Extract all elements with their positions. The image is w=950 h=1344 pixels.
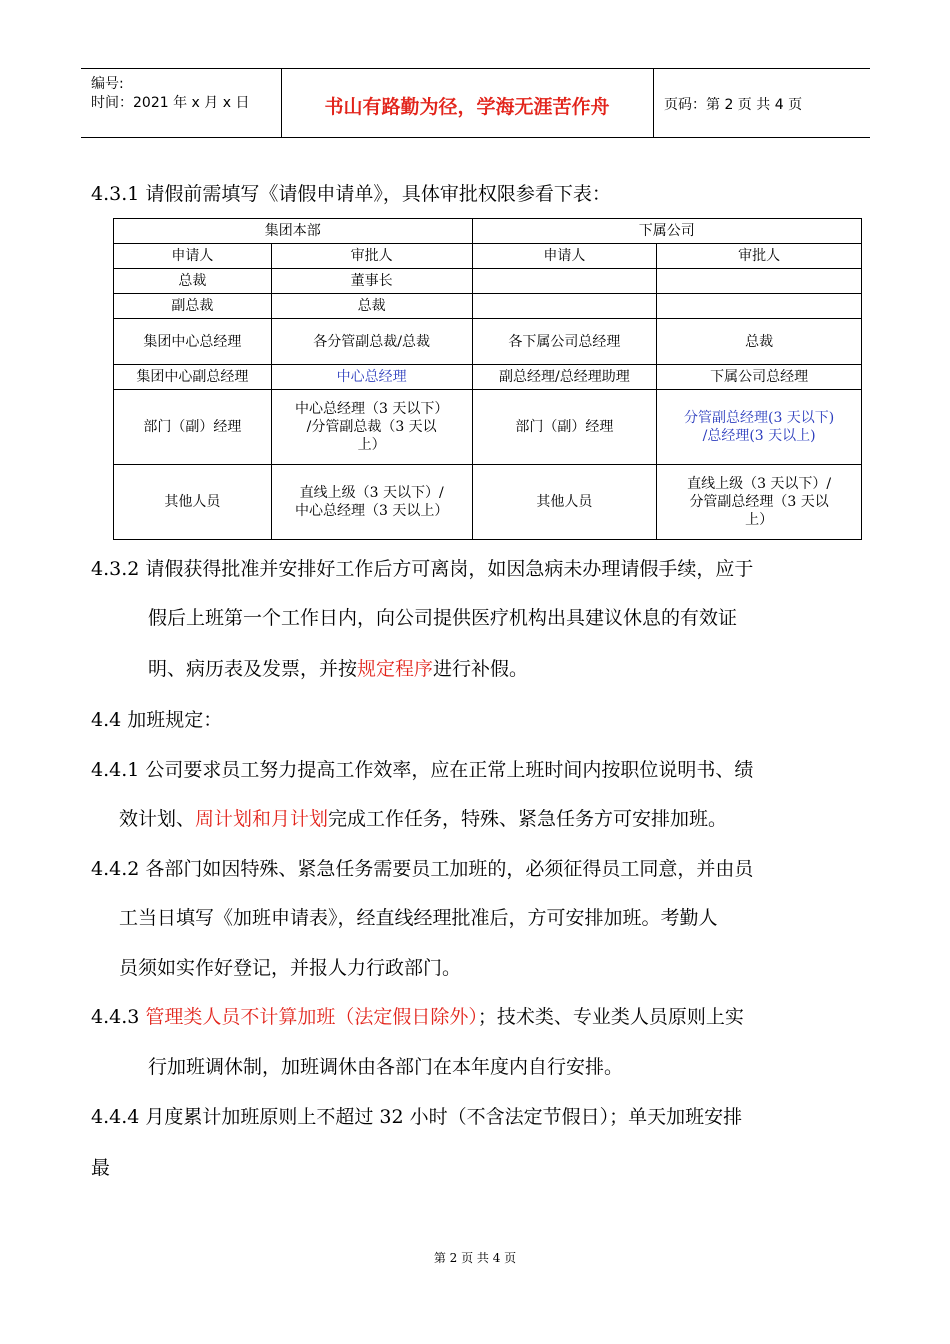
- subsidiary-header: 下属公司: [472, 219, 862, 244]
- table-cell: 其他人员: [114, 465, 272, 540]
- section-4-4-2-line-2: 工当日填写《加班申请表》，经直线经理批准后，方可安排加班。考勤人: [119, 907, 718, 929]
- section-4-3-2-line-1: 4.3.2 请假获得批准并安排好工作后方可离岗，如因急病未办理请假手续，应于: [91, 558, 754, 580]
- table-cell: 总裁: [114, 269, 272, 294]
- table-row: [114, 294, 862, 319]
- hq-approver-header: 审批人: [271, 244, 472, 269]
- text-run: 4.4.3: [91, 1006, 146, 1028]
- table-cell: 总裁: [271, 294, 472, 319]
- table-cell: 副总裁: [114, 294, 272, 319]
- section-4-4-1-line-2: [119, 807, 727, 831]
- cell-line: 中心总经理（3 天以下）: [294, 401, 449, 417]
- table-row: [114, 365, 862, 390]
- cell-line: /总经理(3 天以上): [702, 428, 816, 444]
- sub-applicant-header: 申请人: [472, 244, 657, 269]
- header-motto-cell: [281, 69, 654, 137]
- text-run: 效计划、: [119, 808, 196, 830]
- section-4-4-4-line-2: 最: [91, 1157, 111, 1179]
- header-page-cell: [654, 69, 870, 137]
- table-cell: [657, 269, 862, 294]
- text-run: ；技术类、专业类人员原则上实: [477, 1006, 744, 1028]
- highlight-text: 管理类人员不计算加班（法定假日除外）: [145, 1006, 478, 1028]
- cell-line: 上）: [357, 437, 386, 453]
- table-cell: [657, 465, 862, 540]
- table-cell: [472, 269, 657, 294]
- table-cell: 总裁: [657, 319, 862, 365]
- table-cell: 中心总经理: [271, 365, 472, 390]
- page-footer: 第 2 页 共 4 页: [433, 1251, 517, 1265]
- highlight-text: 周计划和月计划: [195, 808, 329, 830]
- header-motto: 书山有路勤为径，学海无涯苦作舟: [324, 96, 610, 118]
- group-hq-header: 集团本部: [114, 219, 473, 244]
- section-4-4-heading: 4.4 加班规定：: [91, 709, 223, 731]
- section-4-4-1-line-1: 4.4.1 公司要求员工努力提高工作效率，应在正常上班时间内按职位说明书、绩: [91, 759, 754, 781]
- cell-line: 分管副总经理(3 天以下): [683, 410, 835, 426]
- table-row: [114, 390, 862, 465]
- section-4-4-2-line-1: 4.4.2 各部门如因特殊、紧急任务需要员工加班的，必须征得员工同意，并由员: [91, 858, 754, 880]
- section-4-3-1: 4.3.1 请假前需填写《请假申请单》，具体审批权限参看下表：: [91, 183, 611, 205]
- section-4-4-3-line-2: 行加班调休制，加班调休由各部门在本年度内自行安排。: [148, 1056, 624, 1078]
- section-4-3-2-line-3: [148, 657, 528, 681]
- table-row: [114, 319, 862, 365]
- cell-line: 直线上级（3 天以下）/: [687, 476, 832, 492]
- table-cell: 副总经理/总经理助理: [472, 365, 657, 390]
- document-date: 时间：2021 年 x 月 x 日: [91, 95, 250, 111]
- table-cell: [271, 390, 472, 465]
- header-page-info: 页码：第 2 页 共 4 页: [664, 97, 803, 113]
- cell-line: 中心总经理（3 天以上）: [294, 503, 449, 519]
- table-cell: [657, 390, 862, 465]
- text-run: 完成工作任务，特殊、紧急任务方可安排加班。: [328, 808, 728, 830]
- highlight-text: 规定程序: [357, 658, 434, 680]
- cell-line: 直线上级（3 天以下）/: [299, 485, 444, 501]
- table-group-header-row: [114, 219, 862, 244]
- leave-approval-table: [113, 218, 862, 540]
- text-run: 进行补假。: [433, 658, 529, 680]
- header-meta-cell: [81, 69, 282, 137]
- table-cell: [472, 294, 657, 319]
- table-cell: [271, 465, 472, 540]
- hq-applicant-header: 申请人: [114, 244, 272, 269]
- table-cell: 集团中心副总经理: [114, 365, 272, 390]
- section-4-4-4-line-1: 4.4.4 月度累计加班原则上不超过 32 小时（不含法定节假日）；单天加班安排: [91, 1106, 743, 1128]
- sub-approver-header: 审批人: [657, 244, 862, 269]
- table-row: [114, 269, 862, 294]
- cell-line: 上）: [745, 512, 774, 528]
- section-4-4-3-line-1: [91, 1005, 744, 1029]
- table-cell: 董事长: [271, 269, 472, 294]
- table-cell: 集团中心总经理: [114, 319, 272, 365]
- table-cell: 下属公司总经理: [657, 365, 862, 390]
- cell-line: 分管副总经理（3 天以: [689, 494, 829, 510]
- cell-line: /分管副总裁（3 天以: [306, 419, 437, 435]
- text-run: 明、病历表及发票，并按: [148, 658, 358, 680]
- table-row: [114, 465, 862, 540]
- document-number-label: 编号:: [91, 76, 124, 92]
- table-cell: 其他人员: [472, 465, 657, 540]
- table-cell: 各分管副总裁/总裁: [271, 319, 472, 365]
- section-4-3-2-line-2: 假后上班第一个工作日内，向公司提供医疗机构出具建议休息的有效证: [148, 607, 738, 629]
- table-cell: [657, 294, 862, 319]
- section-4-4-2-line-3: 员须如实作好登记，并报人力行政部门。: [119, 957, 462, 979]
- table-column-header-row: [114, 244, 862, 269]
- table-cell: 部门（副）经理: [472, 390, 657, 465]
- table-cell: 部门（副）经理: [114, 390, 272, 465]
- table-cell: 各下属公司总经理: [472, 319, 657, 365]
- page-header: [81, 68, 870, 138]
